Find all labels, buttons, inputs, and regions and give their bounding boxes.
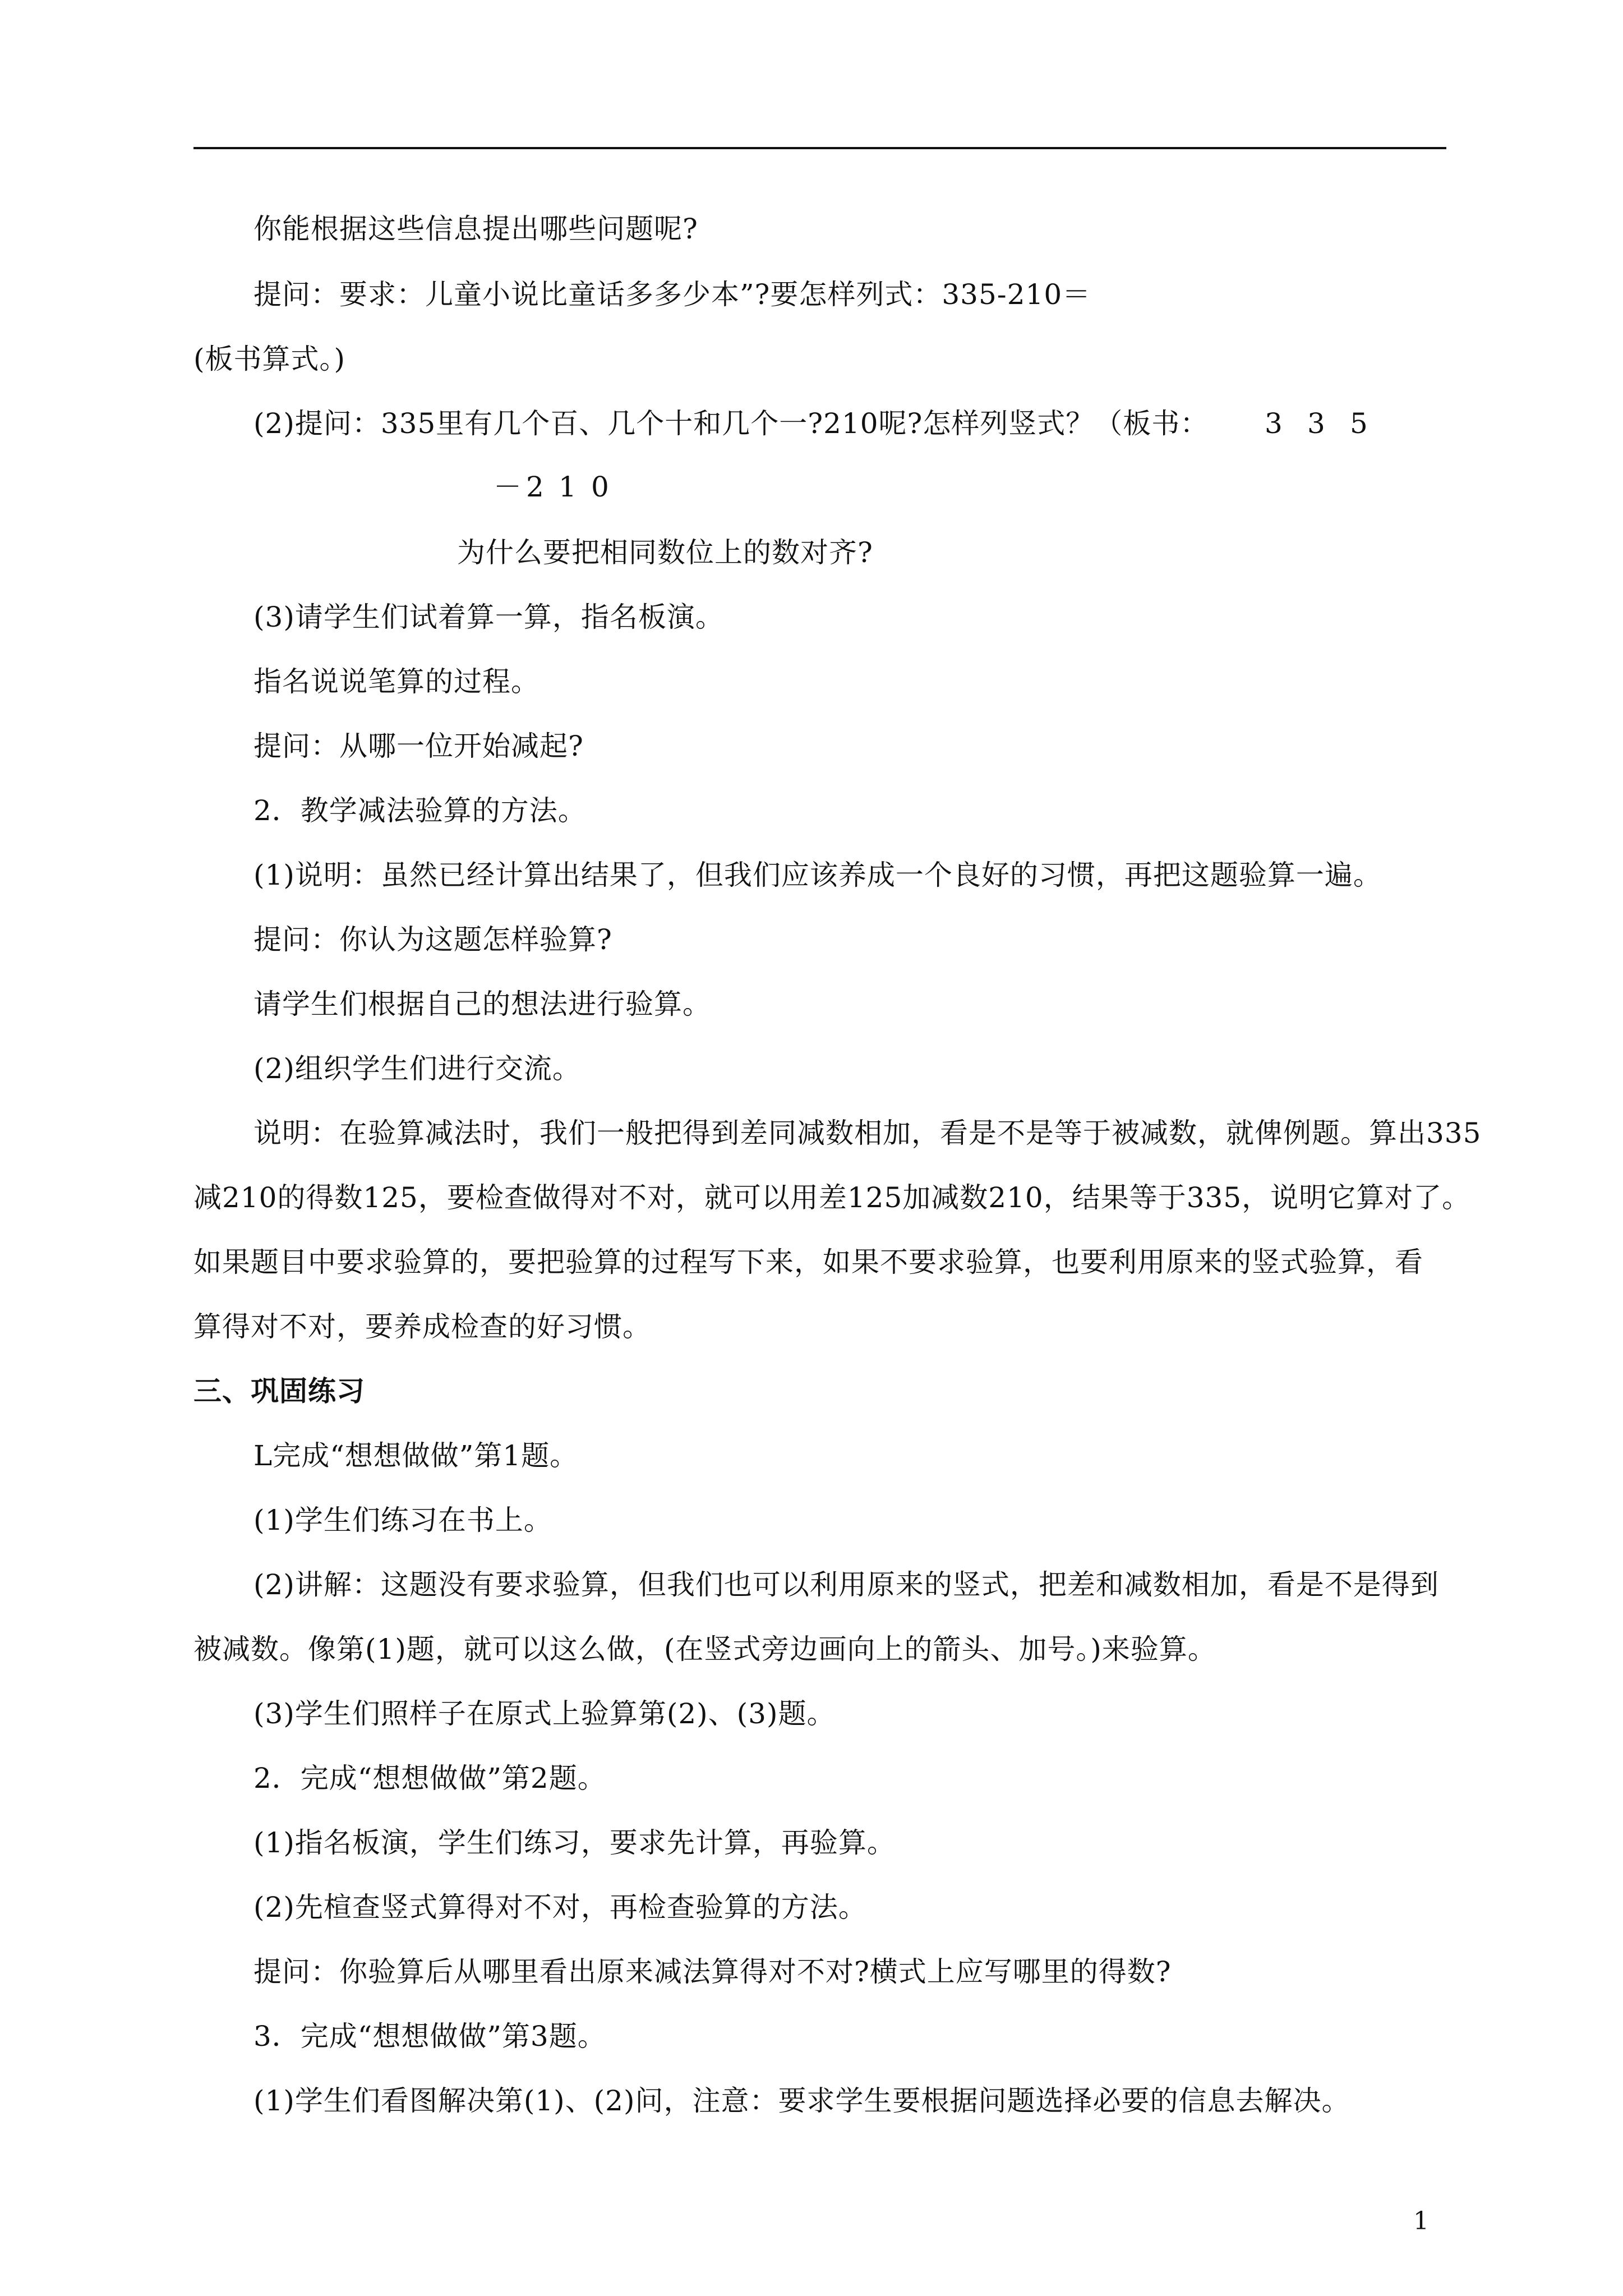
- paragraph-line: 减210的得数125，要检查做得对不对，就可以用差125加减数210，结果等于335，说明它算对了。: [193, 1181, 1471, 1214]
- paragraph-line: (2)先楦查竖式算得对不对，再检查验算的方法。: [253, 1891, 867, 1924]
- paragraph-line: (1)指名板演，学生们练习，要求先计算，再验算。: [253, 1826, 896, 1859]
- paragraph-line: 提问：要求：儿童小说比童话多多少本”?要怎样列式：335-210＝: [253, 278, 1091, 311]
- paragraph-line: (2)组织学生们进行交流。: [253, 1052, 581, 1085]
- paragraph-line: 为什么要把相同数位上的数对齐?: [457, 536, 873, 569]
- paragraph-line: (1)说明：虽然已经计算出结果了，但我们应该养成一个良好的习惯，再把这题验算一遍。: [253, 859, 1382, 891]
- vertical-digit: 0: [591, 471, 610, 503]
- paragraph-line: 3．完成“想想做做”第3题。: [253, 2020, 606, 2053]
- paragraph-line: 指名说说笔算的过程。: [253, 665, 540, 698]
- vertical-digit: 3: [1265, 407, 1283, 440]
- paragraph-line: 2．完成“想想做做”第2题。: [253, 1762, 606, 1795]
- paragraph-line: 提问：你认为这题怎样验算?: [253, 923, 612, 956]
- paragraph-line: L完成“想想做做”第1题。: [253, 1439, 579, 1472]
- paragraph-line: 如果题目中要求验算的，要把验算的过程写下来，如果不要求验算，也要利用原来的竖式验算，看: [193, 1246, 1423, 1278]
- paragraph-line: 2．教学减法验算的方法。: [253, 794, 587, 827]
- vertical-digit: 3: [1307, 407, 1326, 440]
- paragraph-line: 被减数。像第(1)题，就可以这么做，(在竖式旁边画向上的箭头、加号。)来验算。: [193, 1633, 1216, 1665]
- paragraph-line: (2)提问：335里有几个百、几个十和几个一?210呢?怎样列竖式？（板书：: [253, 407, 1209, 440]
- vertical-digit: 2: [526, 471, 545, 503]
- vertical-subtraction-bottom: [494, 470, 624, 504]
- vertical-digit: 5: [1350, 407, 1368, 440]
- section-heading: 三、巩固练习: [193, 1374, 365, 1407]
- paragraph-line: 请学生们根据自己的想法进行验算。: [253, 988, 711, 1020]
- paragraph-line: 提问：你验算后从哪里看出原来减法算得对不对?横式上应写哪里的得数?: [253, 1955, 1172, 1988]
- paragraph-line: (3)学生们照样子在原式上验算第(2)、(3)题。: [253, 1697, 836, 1730]
- vertical-subtraction-top: [1265, 407, 1393, 440]
- paragraph-line: (3)请学生们试着算一算，指名板演。: [253, 601, 724, 633]
- paragraph-line: (板书算式。): [193, 343, 346, 375]
- page-number: 1: [1413, 2207, 1429, 2235]
- minus-sign: －: [494, 471, 522, 503]
- paragraph-line: (2)讲解：这题没有要求验算，但我们也可以利用原来的竖式，把差和减数相加，看是不是得到: [253, 1568, 1439, 1601]
- paragraph-line: 说明：在验算减法时，我们一般把得到差同减数相加，看是不是等于被减数，就俾例题。算出335: [253, 1117, 1482, 1149]
- vertical-digit: 1: [559, 471, 577, 503]
- paragraph-line: (1)学生们练习在书上。: [253, 1504, 552, 1536]
- paragraph-line: 提问：从哪一位开始减起?: [253, 730, 584, 762]
- paragraph-line: 算得对不对，要养成检查的好习惯。: [193, 1310, 651, 1343]
- paragraph-line: 你能根据这些信息提出哪些问题呢?: [253, 213, 698, 245]
- paragraph-line: (1)学生们看图解决第(1)、(2)问，注意：要求学生要根据问题选择必要的信息去解决。: [253, 2085, 1350, 2117]
- header-rule: [193, 147, 1446, 149]
